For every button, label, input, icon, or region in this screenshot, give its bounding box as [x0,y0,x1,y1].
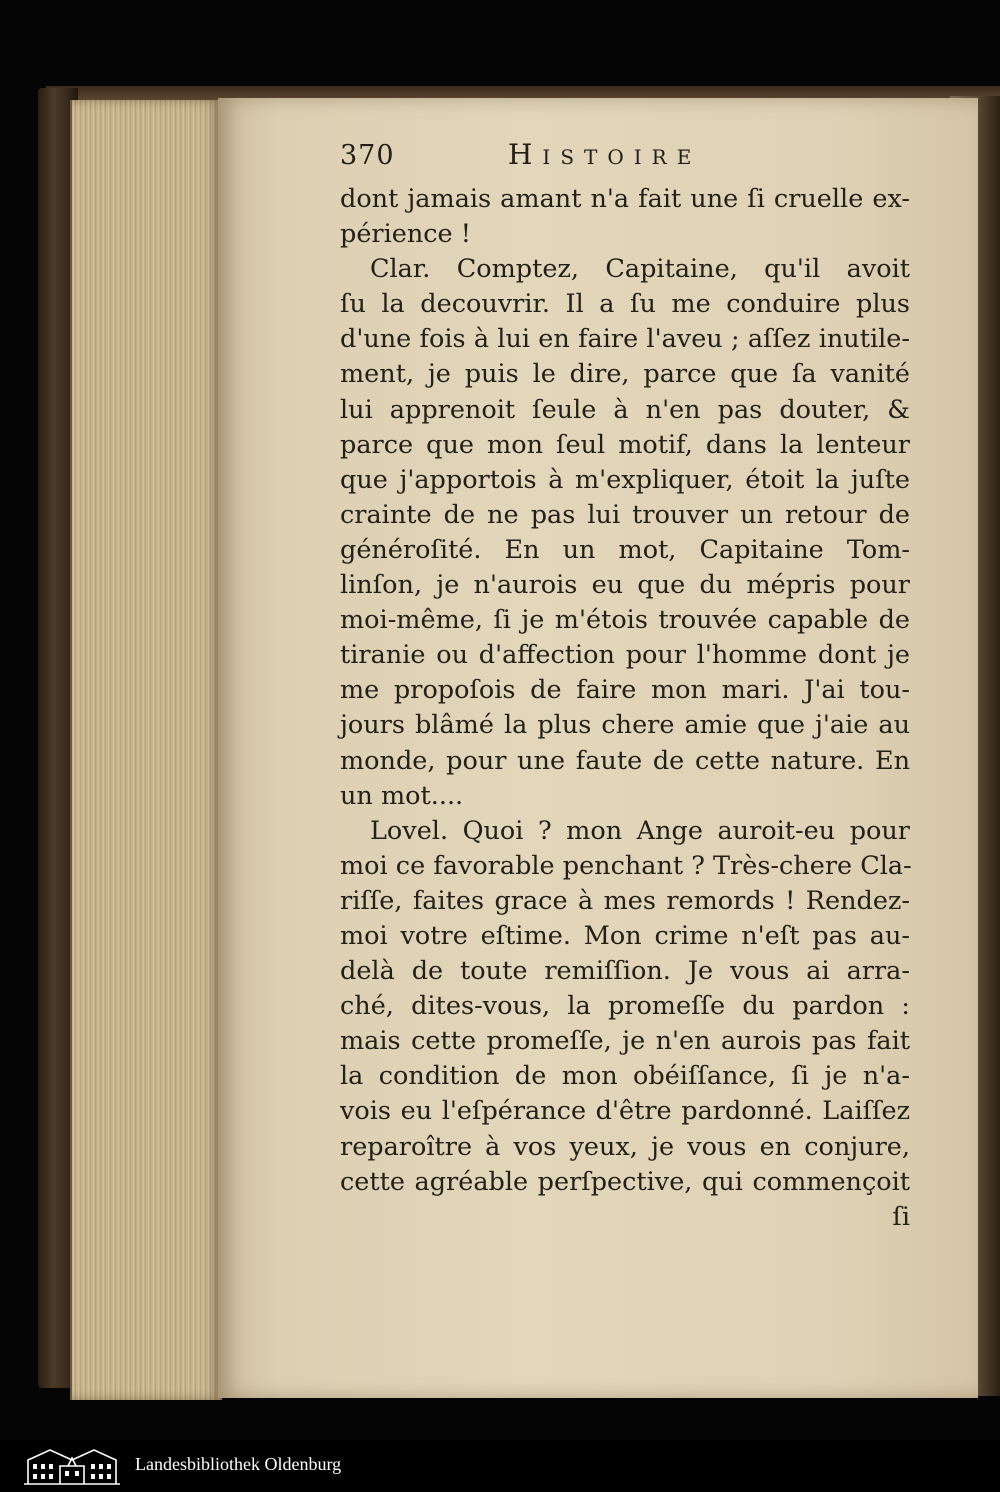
text-line: riſſe, faites grace à mes remords ! Rendez- [340,885,910,916]
text-line: moi ce favorable penchant ? Très-chere Cla- [340,850,912,881]
text-line: dont jamais amant n'a fait une ſi cruelle ex- [340,184,910,214]
text-line: ment, je puis le dire, parce que ſa vanité [340,359,910,390]
text-line: lui apprenoit ſeule à n'en pas douter, & [340,394,910,425]
text-line: ſu la decouvrir. Il a ſu me conduire plus [340,289,910,320]
text-line: reparoître à vos yeux, je vous en conjure, [340,1131,910,1162]
text-line: monde, pour une faute de cette nature. En [340,745,910,776]
footer-bar [0,1440,1000,1492]
library-building-icon [20,1444,124,1488]
text-line: jours blâmé la plus chere amie que j'aie au [340,710,910,741]
page-text-block [340,128,910,1235]
text-line: un mot.... [340,780,464,811]
text-line: delà de toute remiſſion. Je vous ai arra- [340,956,910,987]
text-line: que j'apportois à m'expliquer, étoit la juſte [340,464,910,495]
text-line: cette agréable perſpective, qui commençoit [340,1166,910,1197]
text-line: ché, dites-vous, la promeſſe du pardon : [340,991,910,1022]
text-line: moi-même, ſi je m'étois trouvée capable de [340,605,910,636]
text-line: mais cette promeſſe, je n'en aurois pas fait [340,1026,910,1057]
page-number: 370 [340,140,395,171]
text-line: tiranie ou d'affection pour l'homme dont je [340,640,910,671]
text-line: d'une fois à lui en faire l'aveu ; aſſez inutile- [340,324,910,355]
catchword: ſi [892,1201,910,1232]
text-line: linſon, je n'aurois eu que du mépris pour [340,570,910,601]
text-line: généroſité. En un mot, Capitaine Tom- [340,534,910,565]
text-line: vois eu l'eſpérance d'être pardonné. Laiſſez [340,1096,910,1127]
text-line: la condition de mon obéiſſance, ſi je n'a- [340,1061,910,1092]
text-line: me propoſois de faire mon mari. J'ai tou- [340,675,910,706]
running-title: Histoire [508,138,702,171]
text-line: moi votre eſtime. Mon crime n'eſt pas au- [340,920,910,951]
text-line: crainte de ne pas lui trouver un retour de [340,499,910,530]
text-line: parce que mon ſeul motif, dans la lenteur [340,429,910,460]
text-line: périence ! [340,219,471,250]
text-line: Lovel. Quoi ? mon Ange auroit-eu pour [370,815,910,846]
stacked-page-edges [70,100,222,1400]
institution-name: Landesbibliothek Oldenburg [135,1454,342,1474]
page-header [340,128,910,182]
text-line: Clar. Comptez, Capitaine, qu'il avoit [370,254,910,285]
